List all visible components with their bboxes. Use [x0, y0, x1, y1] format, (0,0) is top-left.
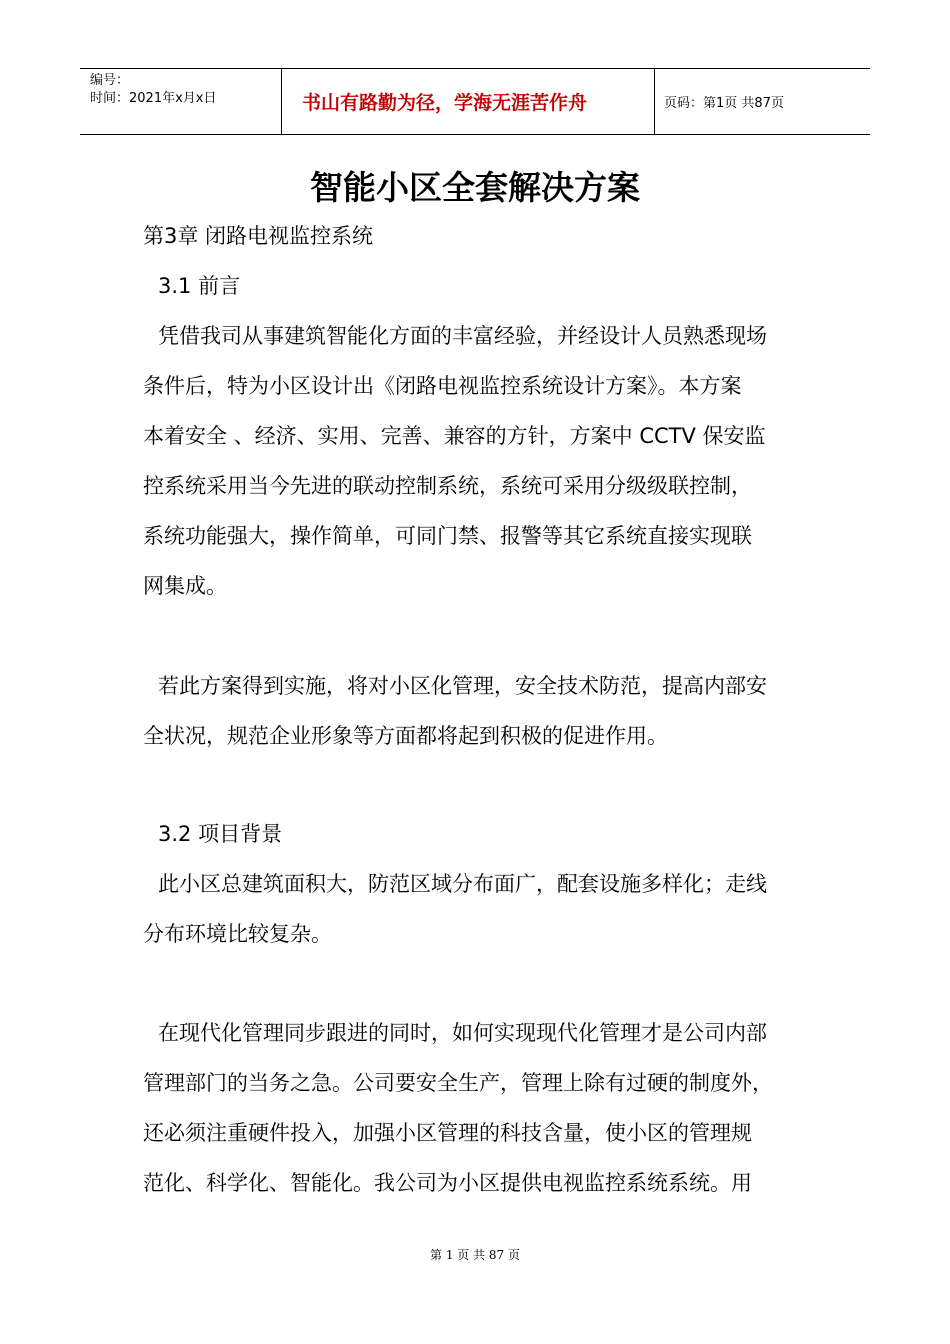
paragraph-4-line: 管理部门的当务之急。公司要安全生产，管理上除有过硬的制度外，	[143, 1071, 773, 1095]
document-title: 智能小区全套解决方案	[310, 168, 640, 207]
paragraph-1-line: 凭借我司从事建筑智能化方面的丰富经验，并经设计人员熟悉现场	[158, 324, 767, 348]
paragraph-1-line: 系统功能强大，操作简单，可同门禁、报警等其它系统直接实现联	[143, 524, 752, 548]
paragraph-4-line: 范化、科学化、智能化。我公司为小区提供电视监控系统系统。用	[143, 1171, 752, 1195]
section-heading-2: 3.2 项目背景	[158, 822, 283, 846]
document-number-label: 编号：	[90, 73, 130, 88]
header-meta	[80, 69, 282, 134]
paragraph-1-line: 本着安全 、经济、实用、完善、兼容的方针，方案中 CCTV 保安监	[143, 424, 766, 448]
paragraph-4-line: 在现代化管理同步跟进的同时，如何实现现代化管理才是公司内部	[158, 1021, 767, 1045]
paragraph-3-line: 此小区总建筑面积大，防范区域分布面广，配套设施多样化；走线	[158, 872, 767, 896]
header-motto-cell	[282, 69, 655, 134]
chapter-heading: 第3章 闭路电视监控系统	[143, 224, 374, 248]
paragraph-1-line: 控系统采用当今先进的联动控制系统，系统可采用分级级联控制，	[143, 474, 752, 498]
paragraph-1-line: 网集成。	[143, 574, 227, 598]
page-footer: 第 1 页 共 87 页	[430, 1248, 520, 1262]
paragraph-2-line: 若此方案得到实施，将对小区化管理，安全技术防范，提高内部安	[158, 674, 767, 698]
header-motto: 书山有路勤为径，学海无涯苦作舟	[302, 92, 588, 114]
document-date: 时间：2021年x月x日	[90, 91, 217, 106]
paragraph-4-line: 还必须注重硬件投入，加强小区管理的科技含量，使小区的管理规	[143, 1121, 752, 1145]
header-page-info-cell	[655, 69, 870, 134]
paragraph-1-line: 条件后，特为小区设计出《闭路电视监控系统设计方案》。本方案	[143, 374, 742, 398]
header-page-info: 页码：第1页 共87页	[664, 96, 784, 111]
page-header	[80, 68, 870, 135]
section-heading-1: 3.1 前言	[158, 274, 241, 298]
paragraph-2-line: 全状况，规范企业形象等方面都将起到积极的促进作用。	[143, 724, 668, 748]
paragraph-3-line: 分布环境比较复杂。	[143, 922, 332, 946]
